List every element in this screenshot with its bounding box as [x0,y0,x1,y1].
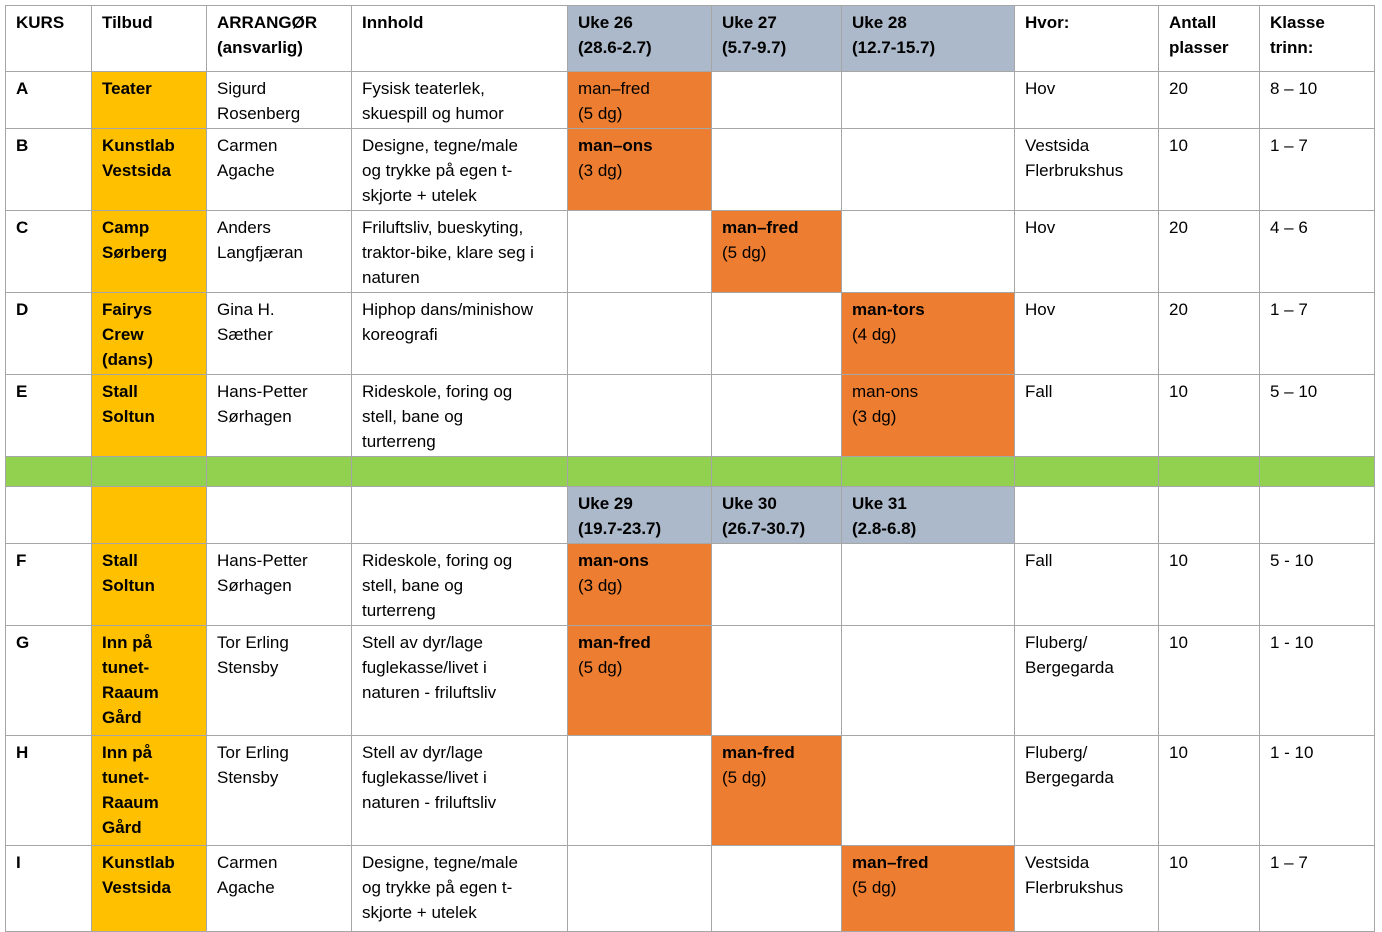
schedule-days: man-fred [722,743,795,762]
arrangor-line: Langfjæran [217,243,304,262]
schedule-count: (3 dg) [578,161,623,180]
schedule-cell-active [842,846,1015,932]
hvor-line: Bergegarda [1025,658,1114,677]
arrangor-line: Sigurd [217,79,267,98]
schedule-days: man-ons [578,551,649,570]
tilbud-name [92,129,207,211]
tilbud-line: Crew [102,325,144,344]
tilbud-line: Raaum [102,683,159,702]
innhold-line: skuespill og humor [362,104,504,123]
arrangor [207,375,352,457]
arrangor-line: Hans-Petter [217,551,308,570]
antall: 20 [1159,211,1260,293]
arrangor-line: Sørhagen [217,576,292,595]
course-schedule-table [5,5,1375,932]
course-row-c [6,211,1375,293]
innhold-line: koreografi [362,325,438,344]
schedule-cell-active [568,544,712,626]
schedule-cell-active [568,129,712,211]
course-row-g [6,626,1375,736]
innhold-line: naturen - friluftsliv [362,683,497,702]
innhold-line: og trykke på egen t- [362,878,513,897]
schedule-count: (3 dg) [852,407,897,426]
tilbud-line: Stall [102,382,138,401]
tilbud-line: tunet- [102,658,150,677]
kurs-code: A [6,72,92,129]
arrangor-line: Agache [217,161,275,180]
antall: 10 [1159,846,1260,932]
week-label: Uke 28 [852,13,907,32]
separator-cell [352,457,568,487]
course-row-f [6,544,1375,626]
tilbud-name [92,375,207,457]
schedule-days: man–fred [852,853,929,872]
innhold-line: turterreng [362,432,436,451]
tilbud-name [92,626,207,736]
header-klasse-line2: trinn: [1270,38,1314,57]
schedule-cell-empty [568,375,712,457]
tilbud-name [92,736,207,846]
schedule-count: (3 dg) [578,576,623,595]
tilbud-name [92,72,207,129]
arrangor [207,129,352,211]
tilbud-line: Fairys [102,300,153,319]
week-label: Uke 29 [578,494,633,513]
header-week-3 [842,6,1015,72]
schedule-days: man-fred [578,633,651,652]
week-dates: (19.7-23.7) [578,519,662,538]
tilbud-name [92,293,207,375]
tilbud-name [92,846,207,932]
schedule-count: (5 dg) [578,104,623,123]
tilbud-line: Kunstlab [102,136,175,155]
separator-cell [207,457,352,487]
klasse: 4 – 6 [1260,211,1375,293]
innhold [352,72,568,129]
week-dates: (26.7-30.7) [722,519,806,538]
arrangor-line: Tor Erling [217,743,289,762]
innhold-line: naturen [362,268,420,287]
separator-cell [1159,457,1260,487]
kurs-code: C [6,211,92,293]
schedule-days: man–fred [578,79,650,98]
schedule-cell-empty [712,626,842,736]
separator-cell [568,457,712,487]
schedule-cell-empty [842,72,1015,129]
schedule-cell-empty [712,129,842,211]
innhold-line: skjorte + utelek [362,186,477,205]
schedule-cell-active [842,375,1015,457]
hvor [1015,211,1159,293]
tilbud-name [92,211,207,293]
empty-cell [1260,487,1375,544]
innhold-line: Stell av dyr/lage [362,743,483,762]
hvor-line: Fall [1025,382,1053,401]
week-dates: (12.7-15.7) [852,38,936,57]
hvor [1015,544,1159,626]
header-row [6,6,1375,72]
arrangor-line: Hans-Petter [217,382,308,401]
tilbud-line: Inn på [102,743,153,762]
week-dates: (28.6-2.7) [578,38,652,57]
antall: 20 [1159,72,1260,129]
week-header-row-2 [6,487,1375,544]
klasse: 8 – 10 [1260,72,1375,129]
course-row-i [6,846,1375,932]
header-hvor: Hvor: [1015,6,1159,72]
course-row-b [6,129,1375,211]
schedule-cell-empty [712,544,842,626]
header-antall [1159,6,1260,72]
tilbud-line: Kunstlab [102,853,175,872]
tilbud-line: tunet- [102,768,150,787]
tilbud-line: Inn på [102,633,153,652]
klasse: 1 – 7 [1260,129,1375,211]
arrangor [207,846,352,932]
hvor-line: Vestsida [1025,136,1090,155]
schedule-cell-empty [568,846,712,932]
tilbud-line: Soltun [102,407,155,426]
separator-row [6,457,1375,487]
separator-cell [1260,457,1375,487]
header-antall-line2: plasser [1169,38,1229,57]
kurs-code: E [6,375,92,457]
innhold-line: naturen - friluftsliv [362,793,497,812]
hvor-line: Flerbrukshus [1025,878,1124,897]
course-row-h [6,736,1375,846]
schedule-cell-empty [842,211,1015,293]
innhold-line: Hiphop dans/minishow [362,300,534,319]
schedule-days: man-tors [852,300,925,319]
schedule-cell-empty [842,626,1015,736]
klasse: 1 – 7 [1260,293,1375,375]
innhold-line: Rideskole, foring og [362,551,513,570]
header-innhold: Innhold [352,6,568,72]
tilbud-line: Soltun [102,576,155,595]
antall: 10 [1159,129,1260,211]
tilbud-line: (dans) [102,350,153,369]
antall: 10 [1159,626,1260,736]
schedule-cell-active [712,736,842,846]
hvor-line: Vestsida [1025,853,1090,872]
schedule-days: man–fred [722,218,799,237]
innhold-line: stell, bane og [362,576,464,595]
innhold-line: turterreng [362,601,436,620]
innhold-line: Stell av dyr/lage [362,633,483,652]
innhold-line: Fysisk teaterlek, [362,79,485,98]
innhold [352,211,568,293]
hvor [1015,626,1159,736]
hvor [1015,846,1159,932]
header-arrangor-line2: (ansvarlig) [217,38,303,57]
schedule-days: man-ons [852,382,919,401]
tilbud-line: Gård [102,818,142,837]
header-week-6 [842,487,1015,544]
schedule-cell-empty [712,375,842,457]
innhold [352,293,568,375]
innhold-line: stell, bane og [362,407,464,426]
kurs-code: D [6,293,92,375]
antall: 10 [1159,736,1260,846]
tilbud-line: Gård [102,708,142,727]
empty-cell [6,487,92,544]
schedule-cell-empty [842,129,1015,211]
innhold [352,626,568,736]
schedule-count: (4 dg) [852,325,897,344]
arrangor-line: Carmen [217,136,278,155]
hvor [1015,293,1159,375]
separator-cell [1015,457,1159,487]
innhold-line: skjorte + utelek [362,903,477,922]
tilbud-name [92,544,207,626]
innhold-line: Friluftsliv, bueskyting, [362,218,524,237]
hvor-line: Bergegarda [1025,768,1114,787]
innhold-line: traktor-bike, klare seg i [362,243,534,262]
kurs-code: I [6,846,92,932]
tilbud-line: Teater [102,79,152,98]
klasse: 1 – 7 [1260,846,1375,932]
klasse: 5 – 10 [1260,375,1375,457]
schedule-days: man–ons [578,136,653,155]
schedule-count: (5 dg) [722,768,767,787]
separator-cell [6,457,92,487]
schedule-cell-empty [712,846,842,932]
separator-cell [712,457,842,487]
course-row-d [6,293,1375,375]
schedule-count: (5 dg) [578,658,623,677]
kurs-code: G [6,626,92,736]
hvor-line: Fluberg/ [1025,743,1088,762]
hvor [1015,72,1159,129]
schedule-cell-empty [568,211,712,293]
course-row-a [6,72,1375,129]
schedule-cell-empty [842,736,1015,846]
arrangor-line: Rosenberg [217,104,301,123]
schedule-cell-empty [712,72,842,129]
innhold-line: fuglekasse/livet i [362,658,487,677]
tilbud-line: Raaum [102,793,159,812]
innhold-line: Designe, tegne/male [362,136,518,155]
arrangor-line: Anders [217,218,271,237]
hvor [1015,129,1159,211]
empty-cell [352,487,568,544]
innhold-line: Rideskole, foring og [362,382,513,401]
week-label: Uke 31 [852,494,907,513]
separator-cell [92,457,207,487]
schedule-cell-active [568,626,712,736]
innhold [352,129,568,211]
innhold [352,736,568,846]
tilbud-line: Camp [102,218,150,237]
hvor-line: Fall [1025,551,1053,570]
schedule-cell-empty [712,293,842,375]
hvor-line: Flerbrukshus [1025,161,1124,180]
tilbud-empty [92,487,207,544]
empty-cell [1159,487,1260,544]
klasse: 5 - 10 [1260,544,1375,626]
innhold [352,375,568,457]
week-dates: (5.7-9.7) [722,38,787,57]
schedule-cell-empty [842,544,1015,626]
header-week-2 [712,6,842,72]
arrangor-line: Stensby [217,658,279,677]
arrangor-line: Stensby [217,768,279,787]
kurs-code: F [6,544,92,626]
arrangor [207,293,352,375]
tilbud-line: Stall [102,551,138,570]
header-week-5 [712,487,842,544]
schedule-cell-active [712,211,842,293]
course-row-e [6,375,1375,457]
antall: 20 [1159,293,1260,375]
innhold-line: Designe, tegne/male [362,853,518,872]
arrangor-line: Sæther [217,325,273,344]
header-antall-line1: Antall [1169,13,1217,32]
empty-cell [1015,487,1159,544]
header-arrangor-line1: ARRANGØR [217,13,318,32]
innhold-line: og trykke på egen t- [362,161,513,180]
schedule-cell-empty [568,736,712,846]
header-week-4 [568,487,712,544]
klasse: 1 - 10 [1260,626,1375,736]
hvor-line: Hov [1025,300,1056,319]
antall: 10 [1159,544,1260,626]
week-label: Uke 30 [722,494,777,513]
schedule-count: (5 dg) [852,878,897,897]
hvor-line: Fluberg/ [1025,633,1088,652]
kurs-code: H [6,736,92,846]
hvor-line: Hov [1025,218,1056,237]
kurs-code: B [6,129,92,211]
hvor-line: Hov [1025,79,1056,98]
tilbud-line: Vestsida [102,161,171,180]
week-dates: (2.8-6.8) [852,519,917,538]
arrangor [207,544,352,626]
innhold [352,544,568,626]
header-klasse-line1: Klasse [1270,13,1325,32]
hvor [1015,375,1159,457]
arrangor-line: Tor Erling [217,633,289,652]
schedule-cell-active [568,72,712,129]
hvor [1015,736,1159,846]
innhold [352,846,568,932]
klasse: 1 - 10 [1260,736,1375,846]
schedule-count: (5 dg) [722,243,767,262]
header-tilbud: Tilbud [92,6,207,72]
antall: 10 [1159,375,1260,457]
arrangor-line: Sørhagen [217,407,292,426]
arrangor-line: Agache [217,878,275,897]
arrangor [207,72,352,129]
arrangor [207,736,352,846]
arrangor-line: Carmen [217,853,278,872]
arrangor [207,626,352,736]
innhold-line: fuglekasse/livet i [362,768,487,787]
week-label: Uke 27 [722,13,777,32]
arrangor-line: Gina H. [217,300,275,319]
tilbud-line: Sørberg [102,243,168,262]
header-week-1 [568,6,712,72]
header-klasse [1260,6,1375,72]
empty-cell [207,487,352,544]
separator-cell [842,457,1015,487]
schedule-cell-empty [568,293,712,375]
arrangor [207,211,352,293]
schedule-cell-active [842,293,1015,375]
header-kurs: KURS [6,6,92,72]
header-arrangor [207,6,352,72]
tilbud-line: Vestsida [102,878,171,897]
week-label: Uke 26 [578,13,633,32]
